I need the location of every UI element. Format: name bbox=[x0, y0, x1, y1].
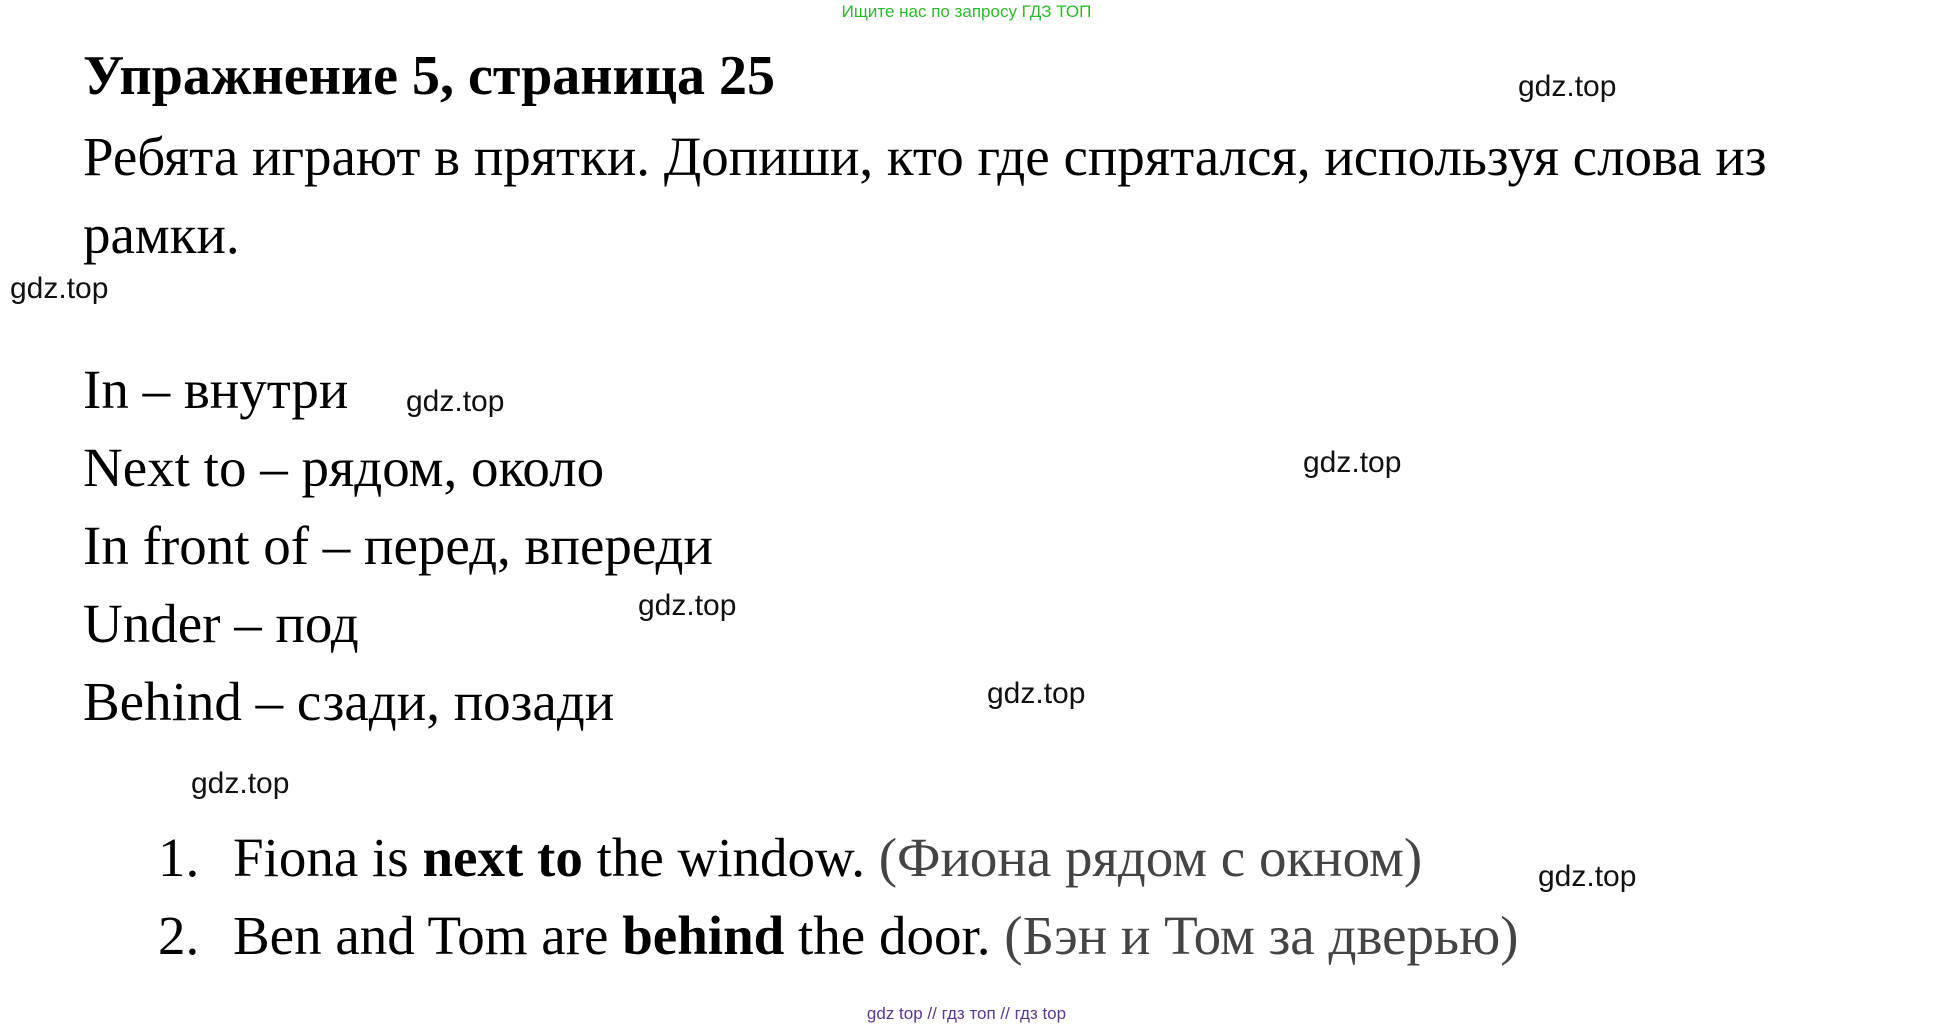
answer-item-1 bbox=[158, 826, 1422, 889]
answer-text-end: the window. bbox=[582, 827, 879, 888]
watermark: gdz.top bbox=[191, 767, 290, 800]
vocab-item-next-to: Next to – рядом, около bbox=[83, 437, 605, 498]
vocab-item-behind: Behind – сзади, позади bbox=[83, 671, 615, 732]
answer-text-start: Fiona is bbox=[233, 827, 423, 888]
answer-number: 2. bbox=[158, 905, 200, 966]
watermark: gdz.top bbox=[1518, 70, 1617, 103]
answer-keyword: next to bbox=[422, 827, 583, 888]
watermark: gdz.top bbox=[406, 385, 505, 418]
answer-number: 1. bbox=[158, 827, 200, 888]
watermark: gdz.top bbox=[987, 677, 1086, 710]
answer-text-start: Ben and Tom are bbox=[233, 905, 623, 966]
answer-translation: (Бэн и Том за дверью) bbox=[1004, 905, 1519, 966]
watermark: gdz.top bbox=[1538, 860, 1637, 893]
watermark: gdz.top bbox=[638, 589, 737, 622]
vocab-item-under: Under – под bbox=[83, 593, 359, 654]
answer-keyword: behind bbox=[622, 905, 785, 966]
answer-item-2 bbox=[158, 904, 1519, 967]
answer-text-end: the door. bbox=[784, 905, 1005, 966]
answer-translation: (Фиона рядом с окном) bbox=[878, 827, 1423, 888]
vocab-item-in: In – внутри bbox=[83, 359, 349, 420]
watermark: gdz.top bbox=[1303, 446, 1402, 479]
page-title: Упражнение 5, страница 25 bbox=[83, 45, 776, 107]
exercise-instruction: Ребята играют в прятки. Допиши, кто где спрятался, используя слова из рамки. bbox=[83, 126, 1767, 265]
watermark: gdz.top bbox=[10, 272, 109, 305]
vocab-item-in-front-of: In front of – перед, впереди bbox=[83, 515, 713, 576]
top-banner[interactable]: Ищите нас по запросу ГДЗ ТОП bbox=[841, 2, 1092, 21]
footer-links[interactable]: gdz top // гдз топ // гдз top bbox=[866, 1004, 1067, 1023]
